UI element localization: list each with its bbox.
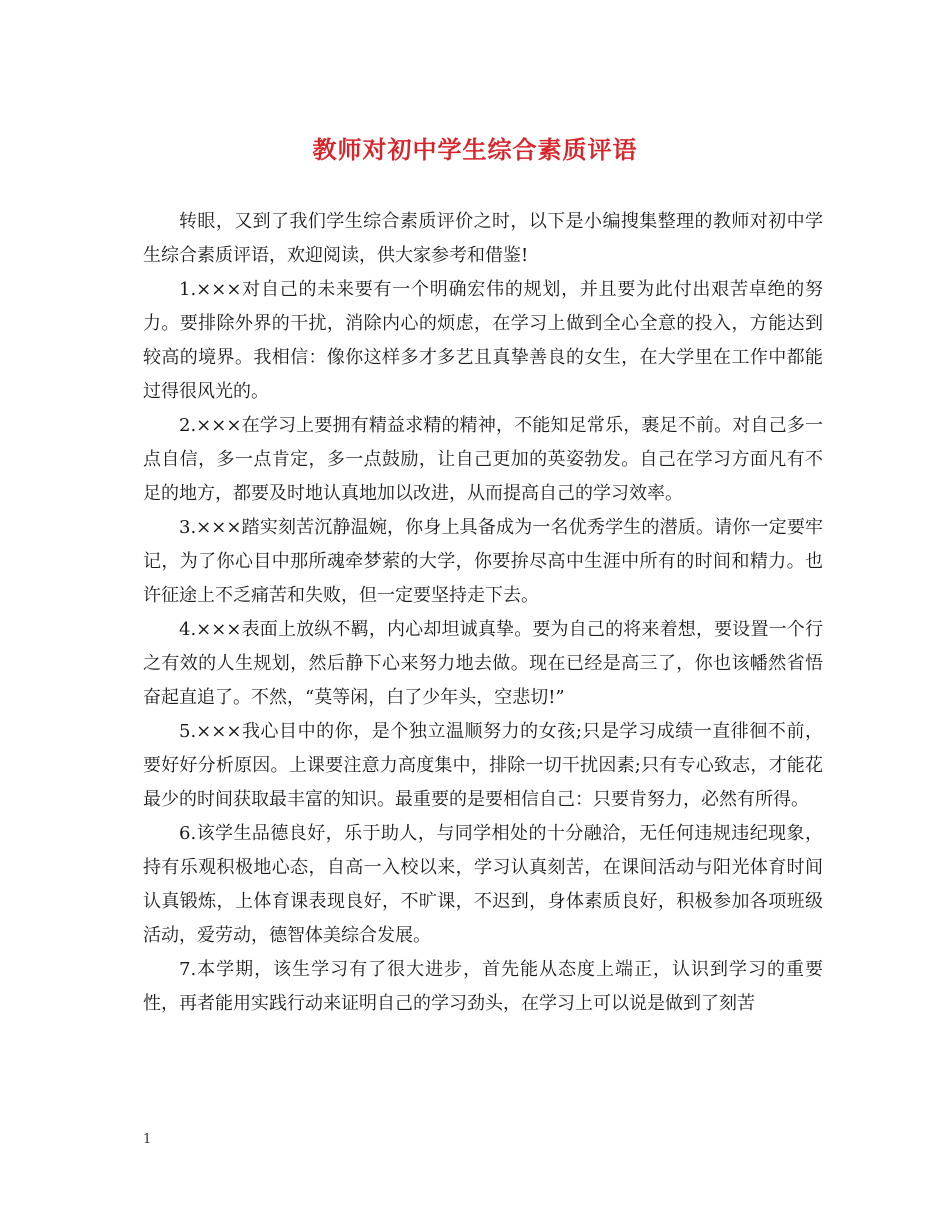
intro-paragraph: 转眼，又到了我们学生综合素质评价之时，以下是小编搜集整理的教师对初中学生综合素质评语，欢迎阅读，供大家参考和借鉴!	[143, 211, 823, 266]
comment-paragraph-4: 4.×××表面上放纵不羁，内心却坦诚真挚。要为自己的将来着想，要设置一个行之有效的人生规划，然后静下心来努力地去做。现在已经是高三了，你也该幡然省悟奋起直追了。不然，“莫等闲，白了少年头，空悲切!”	[143, 619, 823, 708]
document-title: 教师对初中学生综合素质评语	[312, 136, 638, 164]
page-number: 1	[143, 1132, 152, 1147]
comment-paragraph-1: 1.×××对自己的未来要有一个明确宏伟的规划，并且要为此付出艰苦卓绝的努力。要排除外界的干扰，消除内心的烦虑，在学习上做到全心全意的投入，方能达到较高的境界。我相信：像你这样多才多艺且真挚善良的女生，在大学里在工作中都能过得很风光的。	[143, 279, 823, 402]
comment-paragraph-6: 6.该学生品德良好，乐于助人，与同学相处的十分融洽，无任何违规违纪现象，持有乐观积极地心态，自高一入校以来，学习认真刻苦，在课间活动与阳光体育时间认真锻炼，上体育课表现良好，不旷课，不迟到，身体素质良好，积极参加各项班级活动，爱劳动，德智体美综合发展。	[143, 823, 823, 946]
document-body	[143, 205, 823, 1021]
comment-paragraph-7: 7.本学期，该生学习有了很大进步，首先能从态度上端正，认识到学习的重要性，再者能用实践行动来证明自己的学习劲头，在学习上可以说是做到了刻苦	[143, 959, 823, 1014]
comment-paragraph-3: 3.×××踏实刻苦沉静温婉，你身上具备成为一名优秀学生的潜质。请你一定要牢记，为了你心目中那所魂牵梦萦的大学，你要拚尽高中生涯中所有的时间和精力。也许征途上不乏痛苦和失败，但一定要坚持走下去。	[143, 517, 823, 606]
comment-paragraph-2: 2.×××在学习上要拥有精益求精的精神，不能知足常乐，裹足不前。对自己多一点自信，多一点肯定，多一点鼓励，让自己更加的英姿勃发。自己在学习方面凡有不足的地方，都要及时地认真地加以改进，从而提高自己的学习效率。	[143, 415, 823, 504]
comment-paragraph-5: 5.×××我心目中的你，是个独立温顺努力的女孩;只是学习成绩一直徘徊不前，要好好分析原因。上课要注意力高度集中，排除一切干扰因素;只有专心致志，才能花最少的时间获取最丰富的知识。最重要的是要相信自己：只要肯努力，必然有所得。	[143, 721, 823, 810]
